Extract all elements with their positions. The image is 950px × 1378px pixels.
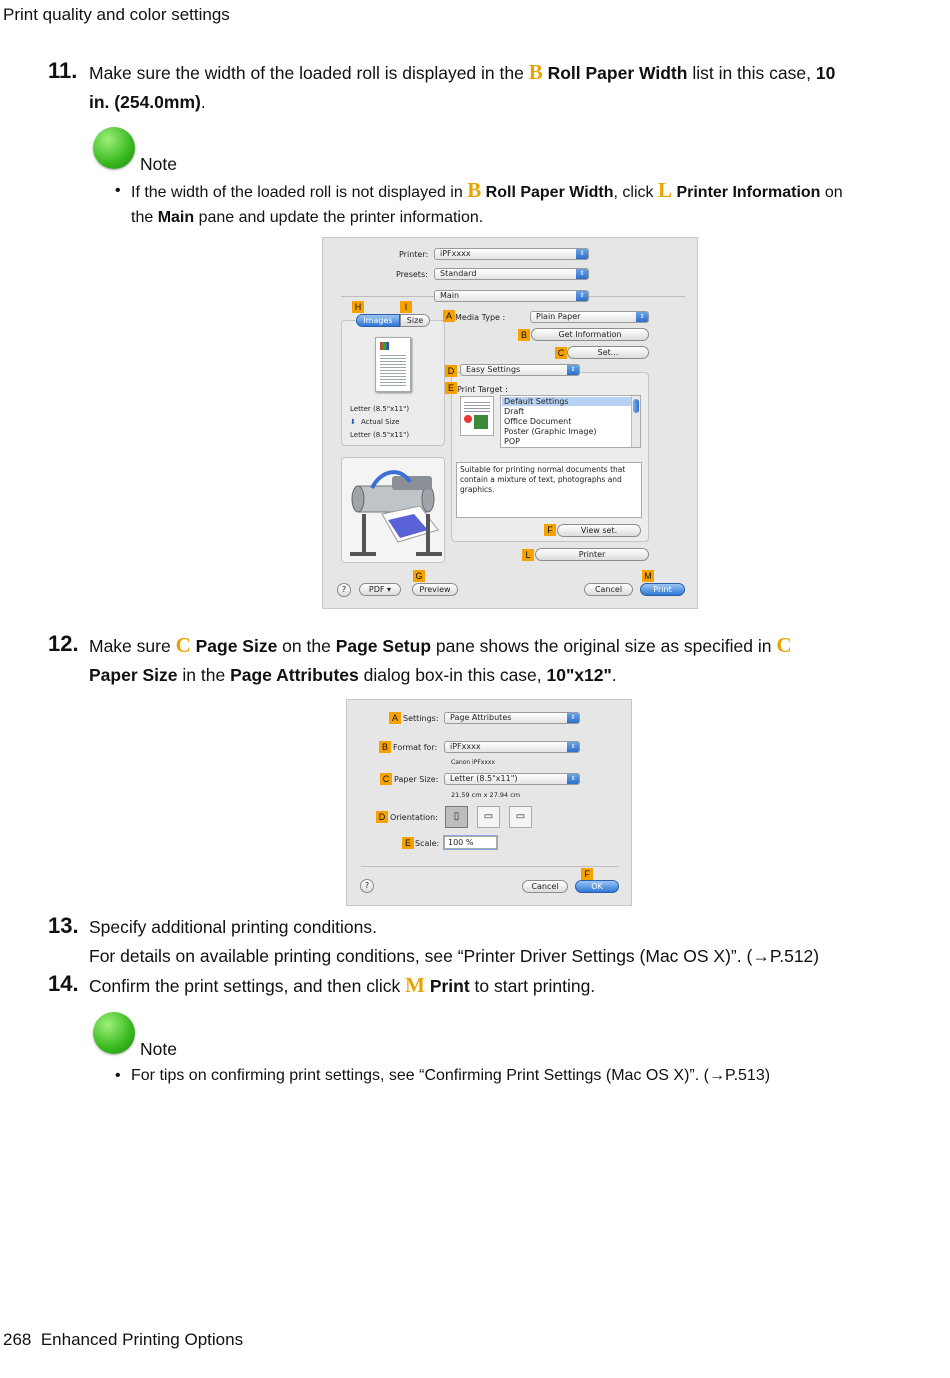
print-target-list[interactable]	[500, 395, 641, 448]
text: , click	[613, 184, 658, 201]
text: Specify additional printing conditions.	[89, 917, 377, 937]
paper-size-label: Paper Size:	[394, 775, 439, 784]
print-dialog-screenshot	[322, 237, 698, 609]
bold-text: Print	[424, 976, 470, 996]
pdf-button[interactable]: PDF ▾	[359, 583, 401, 596]
step-number: 13.	[48, 913, 79, 938]
text: in the	[177, 665, 231, 685]
note-label: Note	[140, 1039, 177, 1059]
chevron-updown-icon: ⇕	[576, 269, 588, 279]
page-number: 268	[3, 1330, 32, 1349]
settings-value: Page Attributes	[450, 713, 512, 722]
callout-tag-b: B	[518, 329, 530, 341]
step-number: 14.	[48, 971, 79, 996]
text: pane and update the printer information.	[194, 209, 484, 226]
print-target-item[interactable]: POP	[504, 437, 520, 446]
note-text: For tips on confirming print settings, see “Confirming Print Settings (Mac OS X)”. (→P.513)	[131, 1067, 771, 1084]
set-button[interactable]: Set...	[567, 346, 649, 359]
callout-tag-a: A	[443, 310, 455, 322]
cancel-button[interactable]: Cancel	[584, 583, 633, 596]
callout-letter: C	[776, 633, 792, 657]
chevron-updown-icon: ⇕	[576, 291, 588, 301]
step-text	[89, 971, 909, 1001]
format-sub: Canon iPFxxxx	[451, 759, 495, 766]
callout-tag-e: E	[445, 382, 457, 394]
step-text	[89, 631, 909, 690]
text: list in this case,	[687, 63, 816, 83]
down-arrow-icon: ⬇	[350, 418, 356, 426]
page-footer	[3, 1330, 243, 1350]
format-label: Format for:	[393, 743, 438, 752]
tab-images[interactable]: Images	[356, 314, 400, 327]
media-type-select[interactable]	[530, 311, 649, 323]
callout-tag-i: I	[400, 301, 412, 313]
help-button[interactable]: ?	[337, 583, 351, 597]
paper-size-value: Letter (8.5"x11")	[450, 774, 518, 783]
reverse-landscape-orientation-button[interactable]: ▭	[509, 806, 532, 828]
chevron-updown-icon: ⇕	[567, 365, 579, 375]
settings-label: Settings:	[403, 714, 439, 723]
bold-text: Printer Information	[672, 184, 821, 201]
note-label: Note	[140, 154, 177, 174]
text: on the	[277, 636, 336, 656]
cancel-button[interactable]: Cancel	[522, 880, 568, 893]
callout-tag-d: D	[445, 365, 457, 377]
step-text	[89, 58, 909, 117]
bold-text: Roll Paper Width	[481, 184, 614, 201]
bold-text: Main	[157, 209, 195, 226]
description-box: Suitable for printing normal documents that contain a mixture of text, photographs and graphics.	[456, 462, 642, 518]
pane-value: Main	[440, 291, 460, 300]
text: For details on available printing conditions, see “Printer Driver Settings (Mac OS X)”. (→P.512)	[89, 946, 820, 966]
text: .	[611, 665, 617, 685]
orientation-label: Orientation:	[390, 813, 438, 822]
callout-letter: B	[467, 178, 482, 202]
callout-letter: C	[175, 633, 191, 657]
bold-text: in. (254.0mm)	[89, 92, 201, 112]
presets-value: Standard	[440, 269, 477, 278]
section-title: Enhanced Printing Options	[40, 1330, 244, 1349]
scroll-thumb[interactable]	[633, 399, 639, 413]
print-target-item[interactable]: Default Settings	[504, 397, 569, 406]
bullet-icon: •	[115, 1067, 121, 1084]
print-target-item[interactable]: Draft	[504, 407, 525, 416]
print-button[interactable]: Print	[640, 583, 685, 596]
callout-tag-g: G	[413, 570, 425, 582]
presets-select[interactable]	[434, 268, 589, 280]
callout-tag-m: M	[642, 570, 654, 582]
bold-text: 10	[815, 63, 836, 83]
callout-tag-b: B	[379, 741, 391, 753]
bullet-icon: •	[115, 182, 121, 199]
easy-settings-value: Easy Settings	[466, 365, 521, 374]
text: on	[820, 184, 843, 201]
preview-lines	[464, 400, 490, 412]
callout-tag-h: H	[352, 301, 364, 313]
divider	[361, 866, 619, 867]
chevron-updown-icon: ⇕	[567, 713, 579, 723]
printer-select[interactable]	[434, 248, 589, 260]
large-format-printer-icon	[342, 458, 446, 564]
note-icon	[93, 127, 135, 169]
portrait-orientation-button[interactable]: ▯	[445, 806, 468, 828]
output-size-text: Letter (8.5"x11")	[350, 431, 410, 439]
callout-tag-c: C	[380, 773, 392, 785]
print-target-item[interactable]: Poster (Graphic Image)	[504, 427, 597, 436]
text: Make sure	[89, 636, 176, 656]
bold-text: Roll Paper Width	[547, 63, 688, 83]
view-set-button[interactable]: View set.	[557, 524, 641, 537]
callout-letter: M	[405, 973, 425, 997]
media-type-label: Media Type :	[455, 313, 506, 322]
note-bullet	[115, 1063, 915, 1088]
step-text	[89, 913, 939, 971]
text: .	[200, 92, 206, 112]
format-select[interactable]	[444, 741, 580, 753]
scale-label: Scale:	[415, 839, 440, 848]
bold-text: Page Setup	[335, 636, 432, 656]
preview-button[interactable]: Preview	[412, 583, 458, 596]
bold-text: Page Attributes	[230, 665, 359, 685]
page-header: Print quality and color settings	[3, 5, 230, 24]
bold-text: Paper Size	[89, 665, 178, 685]
text: If the width of the loaded roll is not displayed in	[131, 184, 468, 201]
text: to start printing.	[469, 976, 596, 996]
text: Make sure the width of the loaded roll is displayed in the	[89, 63, 529, 83]
callout-tag-c: C	[555, 347, 567, 359]
print-target-label: Print Target :	[457, 385, 508, 394]
preview-dot-icon	[464, 415, 472, 423]
page-thumbnail	[375, 337, 411, 392]
step-number: 12.	[48, 631, 79, 656]
chevron-updown-icon: ⇕	[567, 742, 579, 752]
chevron-updown-icon: ⇕	[576, 249, 588, 259]
chevron-updown-icon: ⇕	[567, 774, 579, 784]
print-target-item[interactable]: Office Document	[504, 417, 572, 426]
text: dialog box-in this case,	[358, 665, 547, 685]
thumbnail-text-lines	[380, 353, 406, 387]
callout-tag-f: F	[544, 524, 556, 536]
callout-tag-a: A	[389, 712, 401, 724]
callout-tag-f: F	[581, 868, 593, 880]
chevron-updown-icon: ⇕	[636, 312, 648, 322]
paper-size-sub: 21.59 cm x 27.94 cm	[451, 791, 521, 799]
landscape-orientation-button[interactable]: ▭	[477, 806, 500, 828]
note-icon	[93, 1012, 135, 1054]
presets-label: Presets:	[396, 270, 428, 279]
text: pane shows the original size as specified in	[431, 636, 777, 656]
media-type-value: Plain Paper	[536, 312, 581, 321]
page-setup-dialog-screenshot	[346, 699, 632, 906]
actual-size-text: Actual Size	[361, 418, 400, 426]
callout-letter: L	[657, 178, 672, 202]
help-button[interactable]: ?	[360, 879, 374, 893]
callout-tag-d: D	[376, 811, 388, 823]
printer-image-panel	[341, 457, 445, 563]
settings-select[interactable]	[444, 712, 580, 724]
text: Confirm the print settings, and then click	[89, 976, 406, 996]
note-bullet	[115, 178, 905, 230]
printer-info-button[interactable]: Printer	[535, 548, 649, 561]
target-preview-image	[460, 396, 494, 436]
scale-input[interactable]: 100 %	[444, 836, 497, 849]
printer-value: iPFxxxx	[440, 249, 471, 258]
text: the	[131, 209, 158, 226]
preview-photo-icon	[474, 415, 488, 429]
ok-button[interactable]: OK	[575, 880, 619, 893]
paper-size-select[interactable]	[444, 773, 580, 785]
callout-tag-e: E	[402, 837, 414, 849]
tab-size[interactable]: Size	[400, 314, 430, 327]
pane-select[interactable]	[434, 290, 589, 302]
step-number: 11.	[48, 58, 78, 83]
page-size-text: Letter (8.5"x11")	[350, 405, 410, 413]
easy-settings-select[interactable]	[460, 364, 580, 376]
bold-text: 10"x12"	[546, 665, 612, 685]
list-items	[504, 397, 597, 447]
list-scrollbar[interactable]	[631, 396, 640, 447]
get-information-button[interactable]: Get Information	[531, 328, 649, 341]
callout-tag-l: L	[522, 549, 534, 561]
thumbnail-image-icon	[380, 342, 389, 350]
bold-text: Page Size	[190, 636, 278, 656]
callout-letter: B	[528, 60, 543, 84]
printer-label: Printer:	[399, 250, 429, 259]
format-value: iPFxxxx	[450, 742, 481, 751]
